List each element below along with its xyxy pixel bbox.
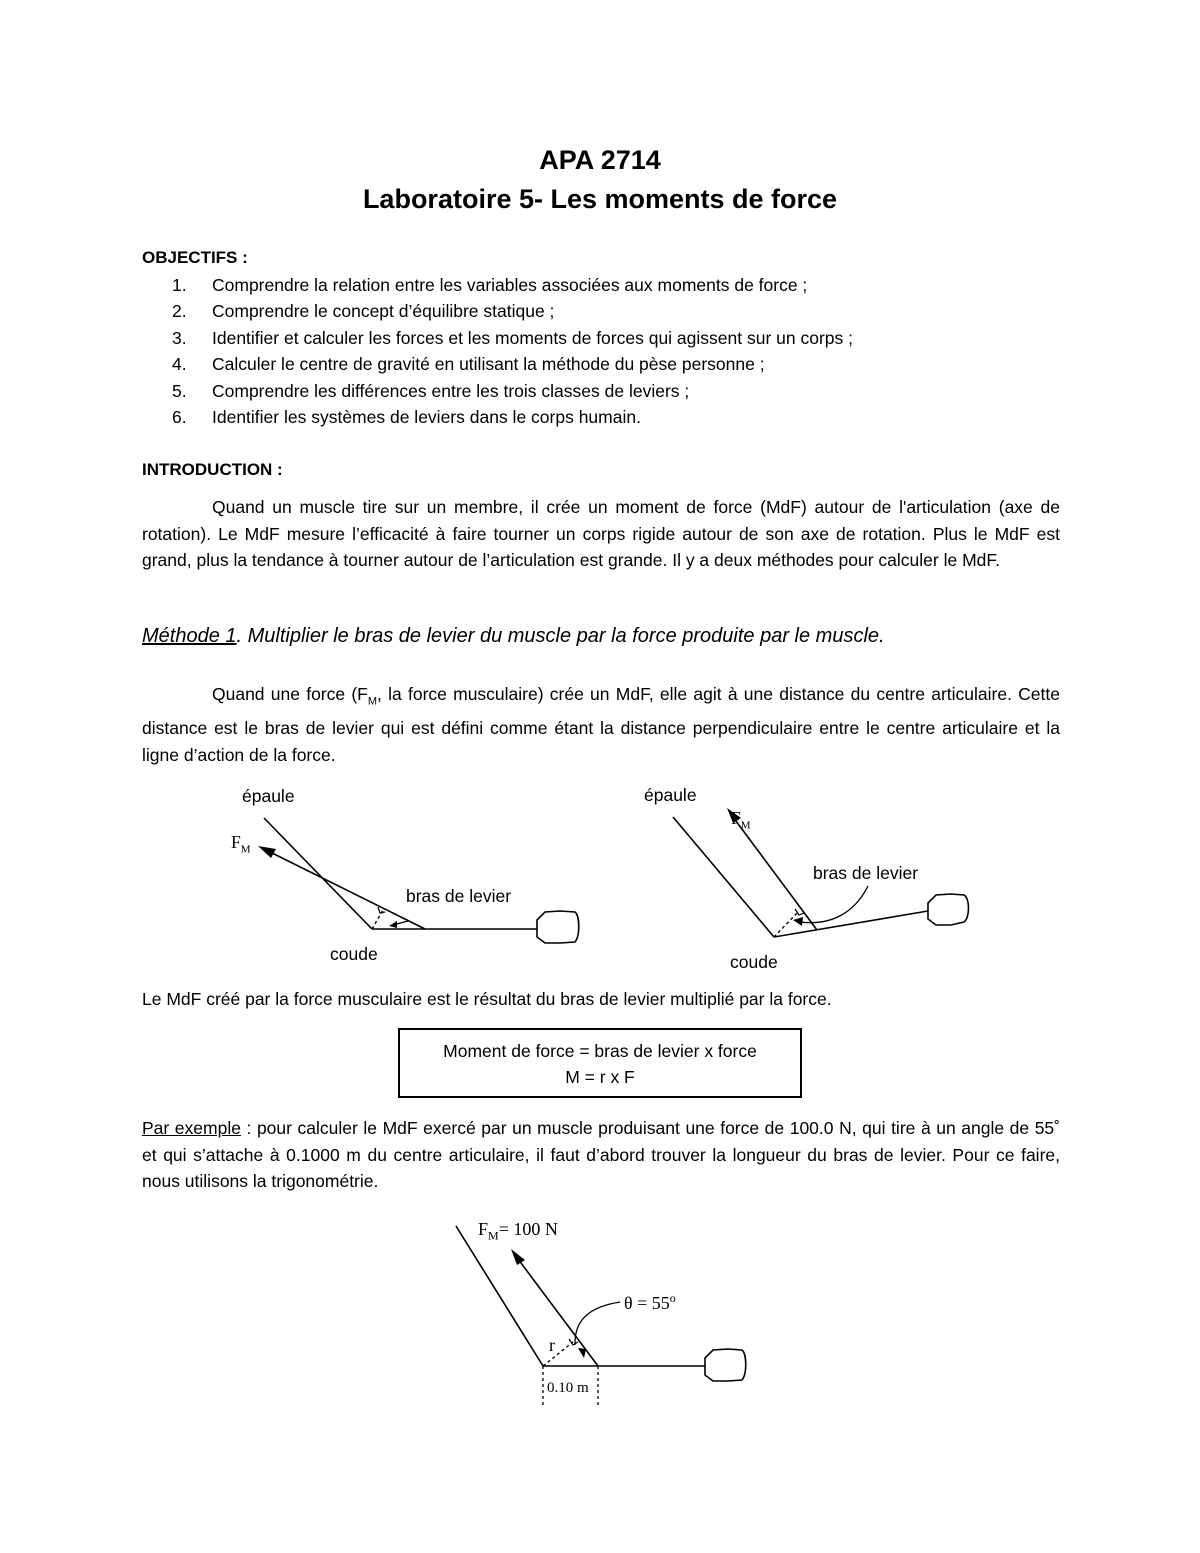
shoulder-label-right: épaule — [644, 785, 697, 805]
force-arrow-head — [511, 1249, 525, 1265]
angle-pointer-curve — [575, 1302, 620, 1345]
introduction-heading: INTRODUCTION : — [142, 460, 283, 479]
force-label-right: $F_M$ — [731, 808, 751, 832]
force-label-left: $F_M$ — [231, 832, 251, 856]
objective-item: 2. Comprendre le concept d’équilibre statique ; — [172, 301, 555, 322]
elbow-label-left: coude — [330, 944, 378, 964]
formula-line2: M = r x F — [565, 1067, 635, 1087]
angle-pointer-head — [578, 1348, 586, 1358]
r-label: r — [549, 1335, 555, 1355]
objective-item: 5. Comprendre les différences entre les trois classes de leviers ; — [172, 380, 690, 401]
humerus-line — [456, 1226, 543, 1366]
right-angle-mark — [569, 1339, 578, 1345]
method1-title: . Multiplier le bras de levier du muscle par la force produite par le muscle. — [236, 625, 885, 647]
hand-outline — [705, 1349, 746, 1381]
objective-item: 6. Identifier les systèmes de leviers dans le corps humain. — [172, 406, 641, 427]
distance-label: 0.10 m — [547, 1380, 589, 1396]
elbow-label-right: coude — [730, 952, 778, 972]
method1-label: Méthode 1 — [142, 625, 237, 647]
objective-item: 4. Calculer le centre de gravité en utilisant la méthode du pèse personne ; — [172, 354, 765, 375]
course-code: APA 2714 — [539, 145, 661, 175]
angle-label: $\theta = 55^o$ — [624, 1291, 676, 1313]
formula-line1: Moment de force = bras de levier x force — [443, 1041, 757, 1061]
objective-item: 1. Comprendre la relation entre les variables associées aux moments de force ; — [172, 275, 808, 295]
example-label: Par exemple — [142, 1118, 241, 1138]
objective-item: 3. Identifier et calculer les forces et les moments de forces qui agissent sur un corps ; — [172, 327, 853, 348]
force-label-bottom: $F_M= 100$ N — [478, 1219, 558, 1243]
lever-arm-dashed — [543, 1342, 573, 1366]
introduction-paragraph: Quand un muscle tire sur un membre, il crée un moment de force (MdF) autour de l'articulation (axe de rotation). Le MdF mesure l’efficacité à faire tourner un corps rigide autour de son axe de rotation. Plus le MdF est grand, plus la tendance à tourner autour de l’articulation est grande. Il y a deux méthodes pour calculer le MdF. — [142, 497, 1060, 570]
shoulder-label-left: épaule — [242, 786, 295, 806]
example-paragraph: Par exemple : pour calculer le MdF exercé par un muscle produisant une force de 100.0 N, qui tire à un angle de 55˚ et qui s’attache à 0.1000 m du centre articulaire, il faut d’abord trouver la longueur du bras de levier. Pour ce faire, nous utilisons la trigonométrie. — [142, 1118, 1060, 1191]
lever-arm-label-right: bras de levier — [813, 863, 919, 883]
method1-paragraph: Quand une force ($F_M$, la force musculaire) crée un MdF, elle agit à une distance du centre articulaire. Cette distance est le bras de levier qui est défini comme étant la distance perpendiculaire entre le centre articulaire et la ligne d’action de la force. — [142, 684, 1060, 765]
lever-arm-label-left: bras de levier — [406, 886, 512, 906]
lab-title: Laboratoire 5- Les moments de force — [362, 184, 838, 214]
moment-sentence: Le MdF créé par la force musculaire est le résultat du bras de levier multiplié par la force. — [142, 989, 832, 1009]
objectives-heading: OBJECTIFS : — [142, 248, 248, 267]
